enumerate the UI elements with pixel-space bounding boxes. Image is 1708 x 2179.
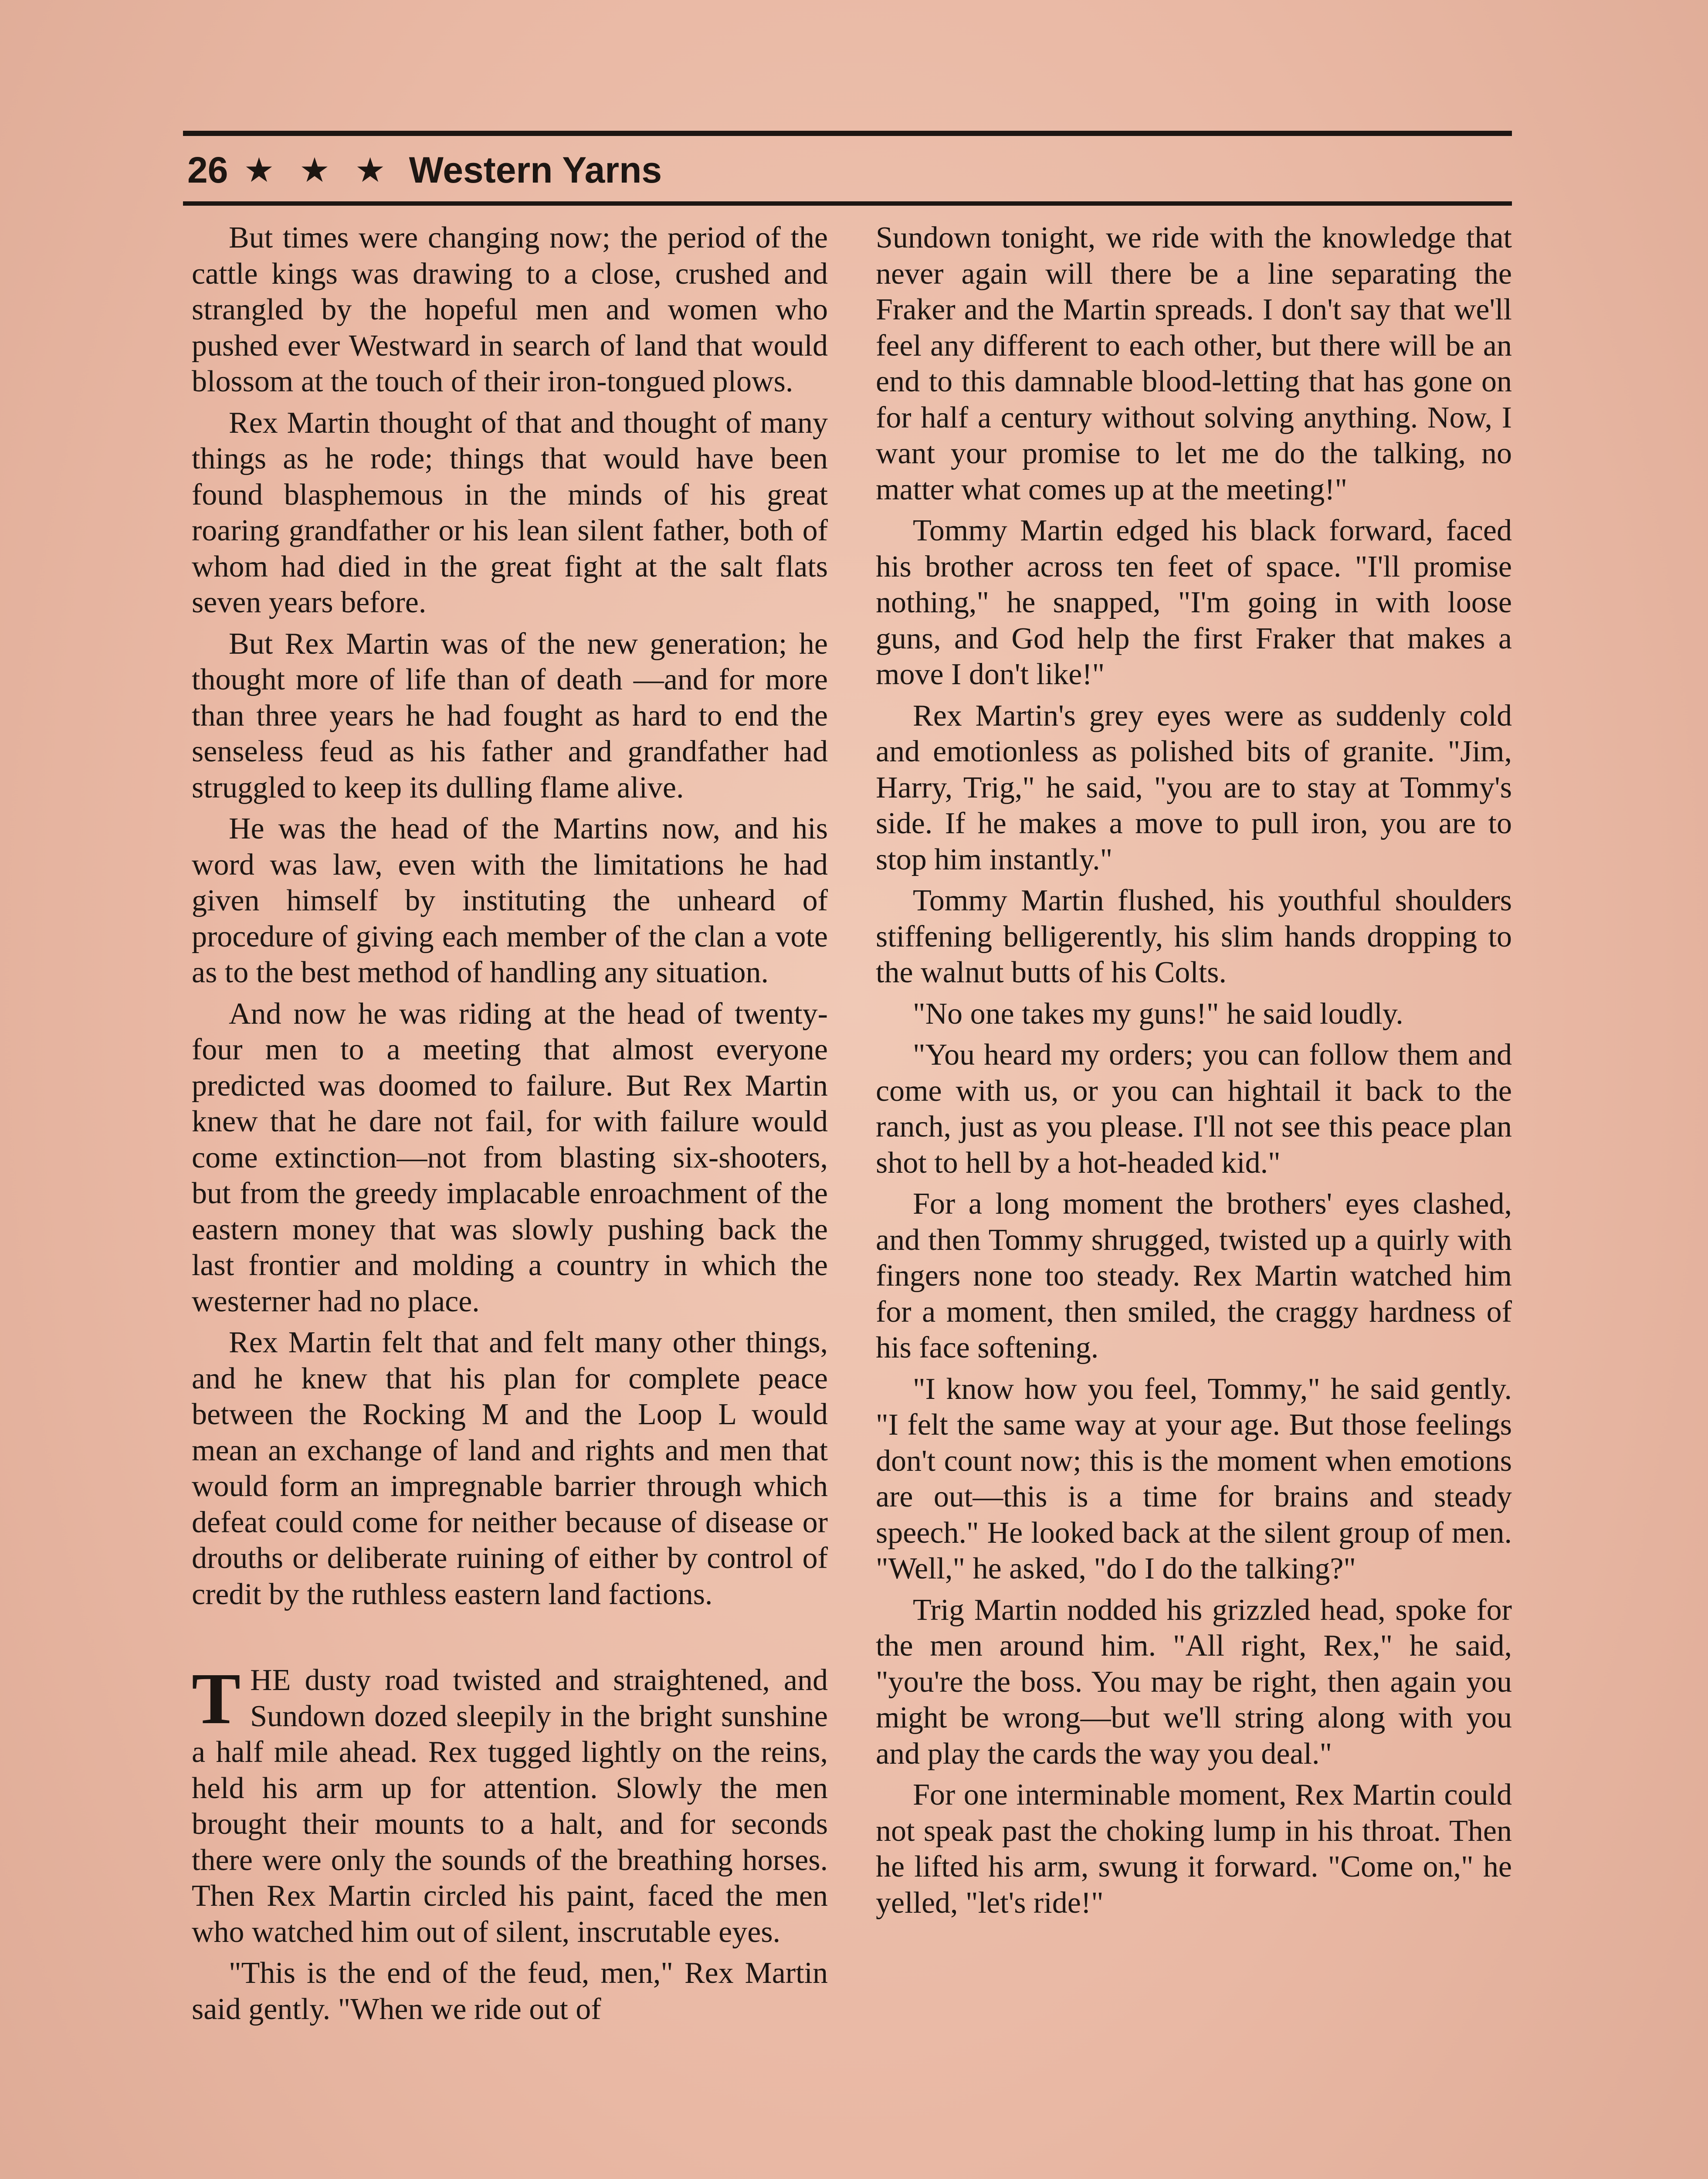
left-column <box>192 220 828 2027</box>
paragraph: "I know how you feel, Tommy," he said gently. "I felt the same way at your age. But those feelings don't count now; this is the moment when emotions are out—this is a time for brains and steady speech." He looked back at the silent group of men. "Well," he asked, "do I do the talking?" <box>876 1372 1512 1585</box>
paragraph: He was the head of the Martins now, and his word was law, even with the limitations he had given himself by instituting the unheard of procedure of giving each member of the clan a vote as to the best method of handling any situation. <box>192 812 828 989</box>
paragraph: Tommy Martin flushed, his youthful shoulders stiffening belligerently, his slim hands dropping to the walnut butts of his Colts. <box>876 884 1512 989</box>
header-rule-bottom <box>183 201 1512 206</box>
paragraph: For a long moment the brothers' eyes clashed, and then Tommy shrugged, twisted up a quirly with fingers none too steady. Rex Martin watched him for a moment, then smiled, the craggy hardness of his face softening. <box>876 1187 1512 1364</box>
right-column <box>876 220 1512 1921</box>
section-opening-text: HE dusty road twisted and straightened, and Sundown dozed sleepily in the bright sunshine a half mile ahead. Rex tugged lightly on the reins, held his arm up for attention. Slowly the men brought their mounts to a halt, and for seconds there were only the sounds of the breathing horses. Then Rex Martin circled his paint, faced the men who watched him out of silent, inscrutable eyes. <box>192 1663 828 1949</box>
paragraph: "No one takes my guns!" he said loudly. <box>913 997 1403 1031</box>
magazine-title: Western Yarns <box>409 149 662 190</box>
paragraph: For one interminable moment, Rex Martin could not speak past the choking lump in his throat. Then he lifted his arm, swung it forward. "Come on," he yelled, "let's ride!" <box>876 1778 1512 1920</box>
star-ornament: ★ ★ ★ <box>244 150 393 189</box>
paragraph: Rex Martin's grey eyes were as suddenly cold and emotionless as polished bits of granite. "Jim, Harry, Trig," he said, "you are to stay at Tommy's side. If he makes a move to pull iron, you are to stop him instantly." <box>876 699 1512 876</box>
paragraph: Rex Martin felt that and felt many other things, and he knew that his plan for complete peace between the Rocking M and the Loop L would mean an exchange of land and rights and men that would form an impregnable barrier through which defeat could come for neither because of disease or drouths or deliberate ruining of either by control of credit by the ruthless eastern land factions. <box>192 1326 828 1611</box>
continued-paragraph: Sundown tonight, we ride with the knowledge that never again will there be a line separating the Fraker and the Martin spreads. I don't say that we'll feel any different to each other, but there will be an end to this damnable blood-letting that has gone on for half a century without solving anything. Now, I want your promise to let me do the talking, no matter what comes up at the meeting!" <box>876 221 1512 506</box>
header-rule-top <box>183 131 1512 136</box>
paragraph: Trig Martin nodded his grizzled head, spoke for the men around him. "All right, Rex," he said, "you're the boss. You may be right, then again you might be wrong—but we'll string along with you and play the cards the way you deal." <box>876 1593 1512 1771</box>
paragraph: Rex Martin thought of that and thought of many things as he rode; things that would have been found blasphemous in the minds of his great roaring grandfather or his lean silent father, both of whom had died in the great fight at the salt flats seven years before. <box>192 406 828 619</box>
paragraph: "This is the end of the feud, men," Rex Martin said gently. "When we ride out of <box>192 1956 828 2026</box>
paragraph: "You heard my orders; you can follow them and come with us, or you can hightail it back to the ranch, just as you please. I'll not see this peace plan shot to hell by a hot-headed kid." <box>876 1038 1512 1180</box>
paragraph: Tommy Martin edged his black forward, faced his brother across ten feet of space. "I'll promise nothing," he snapped, "I'm going in with loose guns, and God help the first Fraker that makes a move I don't like!" <box>876 514 1512 691</box>
page-number: 26 <box>187 149 228 190</box>
running-header <box>187 144 662 196</box>
paragraph: And now he was riding at the head of twenty-four men to a meeting that almost everyone predicted was doomed to failure. But Rex Martin knew that he dare not fail, for with failure would come extinction—not from blasting six-shooters, but from the greedy implacable enroachment of the eastern money that was slowly pushing back the last frontier and molding a country in which the westerner had no place. <box>192 997 828 1318</box>
section-opening-paragraph <box>192 1658 828 1950</box>
paragraph: But Rex Martin was of the new generation; he thought more of life than of death —and for more than three years he had fought as hard to end the senseless feud as his father and grandfather had struggled to keep its dulling flame alive. <box>192 627 828 804</box>
paragraph: But times were changing now; the period of the cattle kings was drawing to a close, crushed and strangled by the hopeful men and women who pushed ever Westward in search of land that would blossom at the touch of their iron-tongued plows. <box>192 221 828 398</box>
drop-cap: T <box>192 1658 241 1739</box>
